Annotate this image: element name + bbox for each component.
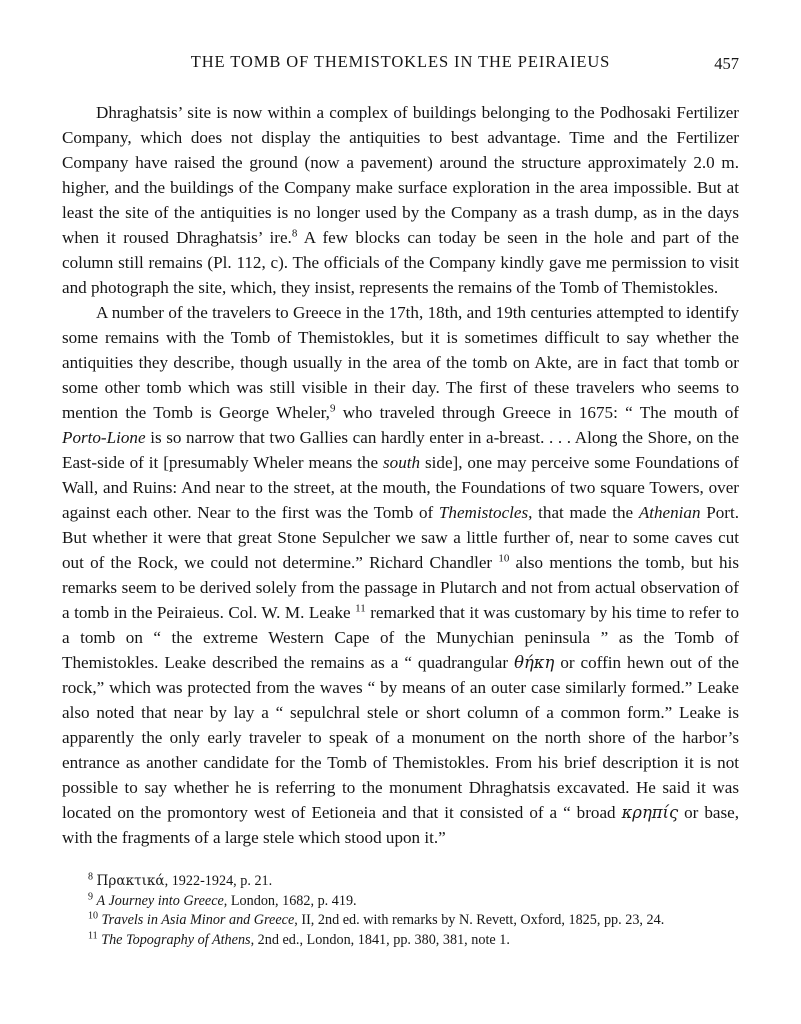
paragraph-2-text-b: who traveled through Greece in 1675: “ The mouth of [335, 403, 739, 422]
paragraph-2-text-f: Port. But whether it were that great Stone Sepulcher we saw a little further of, near to some caves cut out of the Rock, we could not determine.” Richard Chandler [62, 503, 740, 572]
page-title: THE TOMB OF THEMISTOKLES IN THE PEIRAIEUS [190, 52, 611, 71]
footnote-ref-11[interactable]: 11 [355, 602, 366, 615]
footnote-text: , II, 2nd ed. with remarks by N. Revett, Oxford, 1825, pp. 23, 24. [294, 912, 665, 929]
footnote-text-italic: A Journey into Greece [96, 892, 224, 909]
greek-word-krepis: κρηπίς [621, 803, 679, 822]
paragraph-1-text-b: A few blocks can today be seen in the hole and part of the column still remains (Pl. 112, c). The officials of the Company kindly gave me permission to visit and photograph the site, which, they insist, represents the remains of the Tomb of Themistokles. [62, 228, 739, 297]
footnote-ref-9[interactable]: 9 [329, 402, 336, 415]
name-themistocles: Themistocles [438, 503, 529, 522]
footnote-item [62, 892, 739, 912]
footnote-ref-8[interactable]: 8 [291, 227, 298, 240]
paragraph-2-text-g: also mentions the tomb, but his remarks seem to be derived solely from the passage in Plutarch and not from actual observation of a tomb in the Peiraieus. Col. W. M. Leake [62, 553, 739, 622]
title-porto-lione: Porto-Lione [62, 428, 146, 447]
paragraph-2-text-d: side], one may perceive some Foundations of Wall, and Ruins: And near to the street, at the mouth, the Foundations of two square Towers, over against each other. Near to the first was the Tomb of [62, 453, 739, 522]
footnote-ref-10[interactable]: 10 [498, 552, 510, 565]
paragraph-2-text-h: remarked that it was customary by his time to refer to a tomb on “ the extreme Western Cape of the Munychian peninsula ” as the Tomb of Themistokles. Leake described the remains as a “ quadrangular [62, 603, 739, 672]
footnote-text: , 2nd ed., London, 1841, pp. 380, 381, note 1. [250, 931, 510, 948]
footnote-text-italic: Travels in Asia Minor and Greece [101, 912, 295, 929]
footnote-text: , 1922-1924, p. 21. [164, 873, 273, 889]
footnote-text-italic: The Topography of Athens [101, 931, 251, 948]
article-body [62, 100, 739, 850]
footnote-marker: 9 [88, 890, 93, 902]
footnote-item [62, 911, 739, 931]
paragraph-2-text-a: A number of the travelers to Greece in the 17th, 18th, and 19th centuries attempted to identify some remains with the Tomb of Themistokles, but it is sometimes difficult to say whether the antiquities they describe, though usually in the area of the tomb on Akte, are in fact that tomb or some other tomb which was still visible in their day. The first of these travelers who seems to mention the Tomb is George Wheler, [62, 303, 739, 422]
footnote-text: , London, 1682, p. 419. [223, 892, 357, 909]
name-athenian: Athenian [638, 503, 701, 522]
paragraph-2 [62, 300, 739, 850]
paragraph-1 [62, 100, 739, 300]
emphasis-south: south [383, 453, 421, 472]
footnotes-section [62, 872, 739, 950]
footnote-item [62, 931, 739, 951]
paragraph-2-text-e: , that made the [528, 503, 639, 522]
footnote-marker: 10 [88, 910, 98, 922]
footnote-marker: 11 [88, 930, 98, 942]
footnote-text-greek: Πρακτικά [96, 873, 165, 889]
footnote-marker: 8 [88, 871, 93, 883]
paragraph-1-text-a: Dhraghatsis’ site is now within a complex of buildings belonging to the Podhosaki Fertilizer Company, which does not display the antiquities to best advantage. Time and the Fertilizer Company have raised the ground (now a pavement) around the structure approximately 2.0 m. higher, and the buildings of the Company make surface exploration in the area impossible. But at least the site of the antiquities is no longer used by the Company as a trash dump, as in the days when it roused Dhraghatsis’ ire. [62, 103, 739, 247]
paragraph-2-text-c: is so narrow that two Gallies can hardly enter in a-breast. . . . Along the Shore, on the East-side of it [presumably Wheler means the [62, 428, 739, 472]
page-number: 457 [714, 54, 739, 73]
greek-word-theke: θήκη [514, 653, 555, 672]
footnote-item [62, 872, 739, 892]
paragraph-2-text-i: or coffin hewn out of the rock,” which was protected from the waves “ by means of an outer case similarly formed.” Leake also noted that near by lay a “ sepulchral stele or short column of a common form.” Leake is apparently the only early traveler to speak of a monument on the north shore of the harbor’s entrance as another candidate for the Tomb of Themistokles. From his brief description it is not possible to say whether he is referring to the monument Dhraghatsis excavated. He said it was located on the promontory west of Eetioneia and that it consisted of a “ broad [62, 653, 739, 822]
running-head [62, 52, 739, 74]
paragraph-2-text-j: or base, with the fragments of a large stele which stood upon it.” [62, 803, 739, 847]
